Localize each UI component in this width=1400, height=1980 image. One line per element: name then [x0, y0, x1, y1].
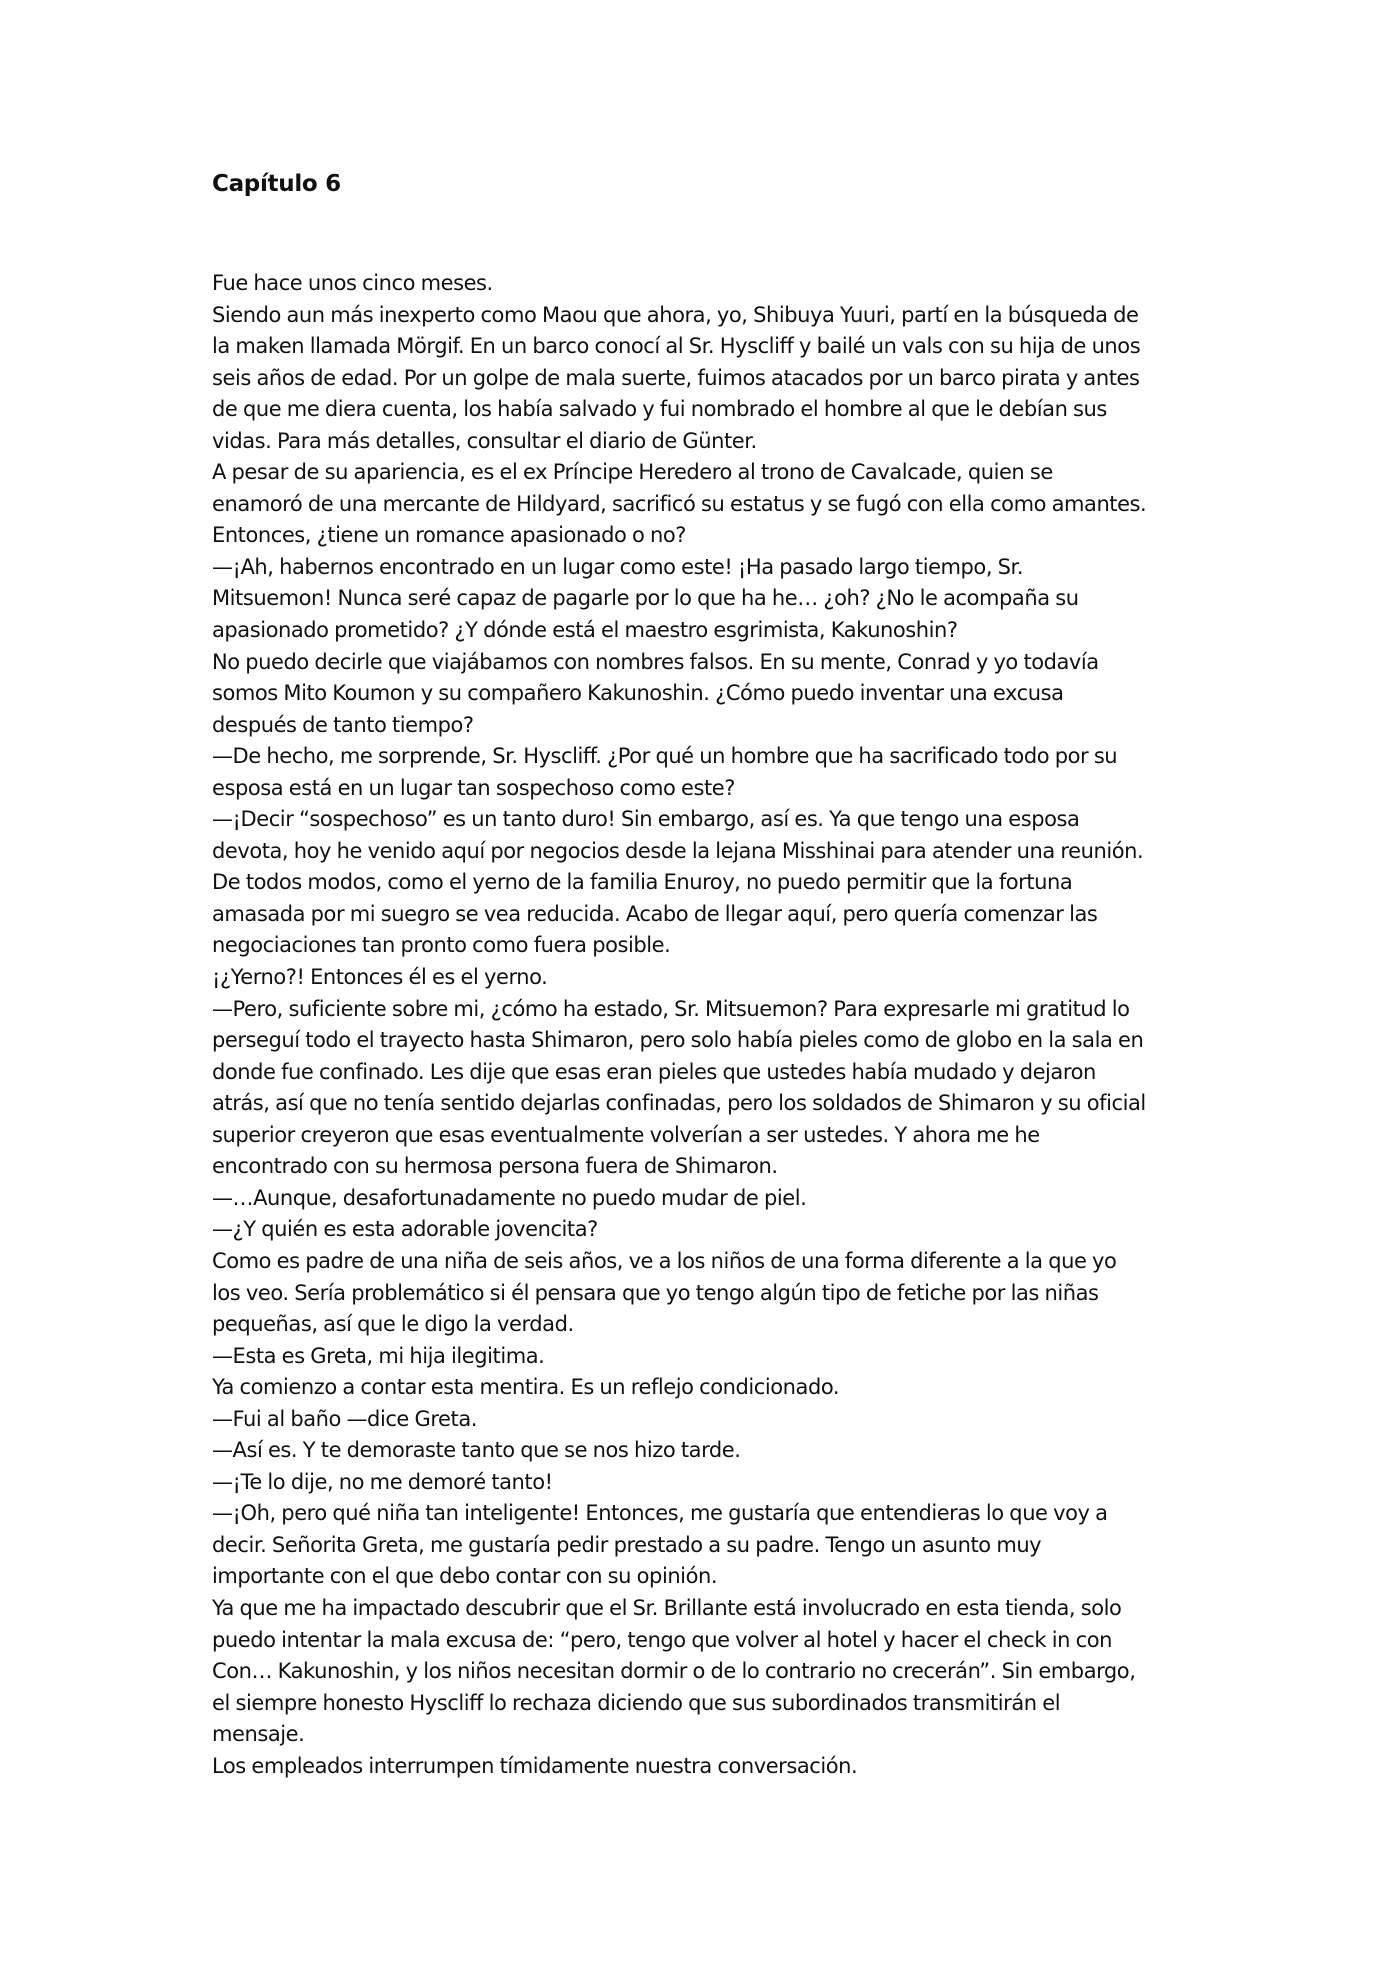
- text-line: De todos modos, como el yerno de la familia Enuroy, no puedo permitir que la fortuna: [212, 870, 1073, 895]
- text-line: —Pero, suficiente sobre mi, ¿cómo ha estado, Sr. Mitsuemon? Para expresarle mi gratitud lo: [212, 996, 1130, 1021]
- chapter-body: [212, 268, 1197, 1782]
- text-line: atrás, así que no tenía sentido dejarlas confinadas, pero los soldados de Shimaron y su oficial: [212, 1091, 1146, 1116]
- text-line: —De hecho, me sorprende, Sr. Hyscliff. ¿Por qué un hombre que ha sacrificado todo por su: [212, 744, 1118, 769]
- text-line: Como es padre de una niña de seis años, ve a los niños de una forma diferente a la que yo: [212, 1248, 1117, 1273]
- text-line: decir. Señorita Greta, me gustaría pedir prestado a su padre. Tengo un asunto muy: [212, 1532, 1042, 1557]
- chapter-title: Capítulo 6: [212, 171, 341, 197]
- text-line: después de tanto tiempo?: [212, 712, 474, 737]
- text-line: amasada por mi suegro se vea reducida. Acabo de llegar aquí, pero quería comenzar las: [212, 901, 1098, 926]
- text-line: somos Mito Koumon y su compañero Kakunoshin. ¿Cómo puedo inventar una excusa: [212, 681, 1064, 706]
- text-line: —¿Y quién es esta adorable jovencita?: [212, 1217, 598, 1242]
- text-line: —¡Ah, habernos encontrado en un lugar como este! ¡Ha pasado largo tiempo, Sr.: [212, 554, 1024, 579]
- text-line: enamoró de una mercante de Hildyard, sacrificó su estatus y se fugó con ella como amantes.: [212, 491, 1147, 516]
- text-line: esposa está en un lugar tan sospechoso como este?: [212, 775, 735, 800]
- text-line: —Esta es Greta, mi hija ilegitima.: [212, 1343, 545, 1368]
- text-line: —Fui al baño —dice Greta.: [212, 1406, 477, 1431]
- text-line: el siempre honesto Hyscliff lo rechaza diciendo que sus subordinados transmitirán el: [212, 1690, 1061, 1715]
- text-line: apasionado prometido? ¿Y dónde está el maestro esgrimista, Kakunoshin?: [212, 618, 958, 643]
- text-line: negociaciones tan pronto como fuera posible.: [212, 933, 671, 958]
- text-line: No puedo decirle que viajábamos con nombres falsos. En su mente, Conrad y yo todavía: [212, 649, 1099, 674]
- text-line: Con… Kakunoshin, y los niños necesitan dormir o de lo contrario no crecerán”. Sin embargo,: [212, 1659, 1136, 1684]
- text-line: Los empleados interrumpen tímidamente nuestra conversación.: [212, 1753, 858, 1778]
- text-line: devota, hoy he venido aquí por negocios desde la lejana Misshinai para atender una reunión.: [212, 838, 1144, 863]
- text-line: Ya comienzo a contar esta mentira. Es un reflejo condicionado.: [212, 1375, 840, 1400]
- text-line: ¡¿Yerno?! Entonces él es el yerno.: [212, 965, 548, 990]
- text-line: la maken llamada Mörgif. En un barco conocí al Sr. Hyscliff y bailé un vals con su hija de unos: [212, 334, 1141, 359]
- text-line: superior creyeron que esas eventualmente volverían a ser ustedes. Y ahora me he: [212, 1122, 1040, 1147]
- text-line: de que me diera cuenta, los había salvado y fui nombrado el hombre al que le debían sus: [212, 397, 1107, 422]
- text-line: Entonces, ¿tiene un romance apasionado o no?: [212, 523, 687, 548]
- text-line: —…Aunque, desafortunadamente no puedo mudar de piel.: [212, 1185, 807, 1210]
- text-line: encontrado con su hermosa persona fuera de Shimaron.: [212, 1154, 778, 1179]
- text-line: Mitsuemon! Nunca seré capaz de pagarle por lo que ha he… ¿oh? ¿No le acompaña su: [212, 586, 1079, 611]
- text-line: —¡Oh, pero qué niña tan inteligente! Entonces, me gustaría que entendieras lo que voy a: [212, 1501, 1108, 1526]
- text-line: Ya que me ha impactado descubrir que el Sr. Brillante está involucrado en esta tienda, solo: [212, 1595, 1122, 1620]
- text-line: —Así es. Y te demoraste tanto que se nos hizo tarde.: [212, 1438, 741, 1463]
- text-line: seis años de edad. Por un golpe de mala suerte, fuimos atacados por un barco pirata y antes: [212, 365, 1140, 390]
- text-line: los veo. Sería problemático si él pensara que yo tengo algún tipo de fetiche por las niñas: [212, 1280, 1099, 1305]
- text-line: A pesar de su apariencia, es el ex Príncipe Heredero al trono de Cavalcade, quien se: [212, 460, 1053, 485]
- text-line: —¡Decir “sospechoso” es un tanto duro! Sin embargo, así es. Ya que tengo una esposa: [212, 807, 1080, 832]
- text-line: puedo intentar la mala excusa de: “pero, tengo que volver al hotel y hacer el check in con: [212, 1627, 1112, 1652]
- text-line: mensaje.: [212, 1722, 305, 1747]
- text-line: vidas. Para más detalles, consultar el diario de Günter.: [212, 428, 757, 453]
- text-line: perseguí todo el trayecto hasta Shimaron, pero solo había pieles como de globo en la sala en: [212, 1028, 1144, 1053]
- text-line: pequeñas, así que le digo la verdad.: [212, 1312, 574, 1337]
- text-line: Siendo aun más inexperto como Maou que ahora, yo, Shibuya Yuuri, partí en la búsqueda de: [212, 302, 1139, 327]
- text-line: —¡Te lo dije, no me demoré tanto!: [212, 1469, 553, 1494]
- text-line: importante con el que debo contar con su opinión.: [212, 1564, 718, 1589]
- text-line: Fue hace unos cinco meses.: [212, 271, 493, 295]
- text-line: donde fue confinado. Les dije que esas eran pieles que ustedes había mudado y dejaron: [212, 1059, 1096, 1084]
